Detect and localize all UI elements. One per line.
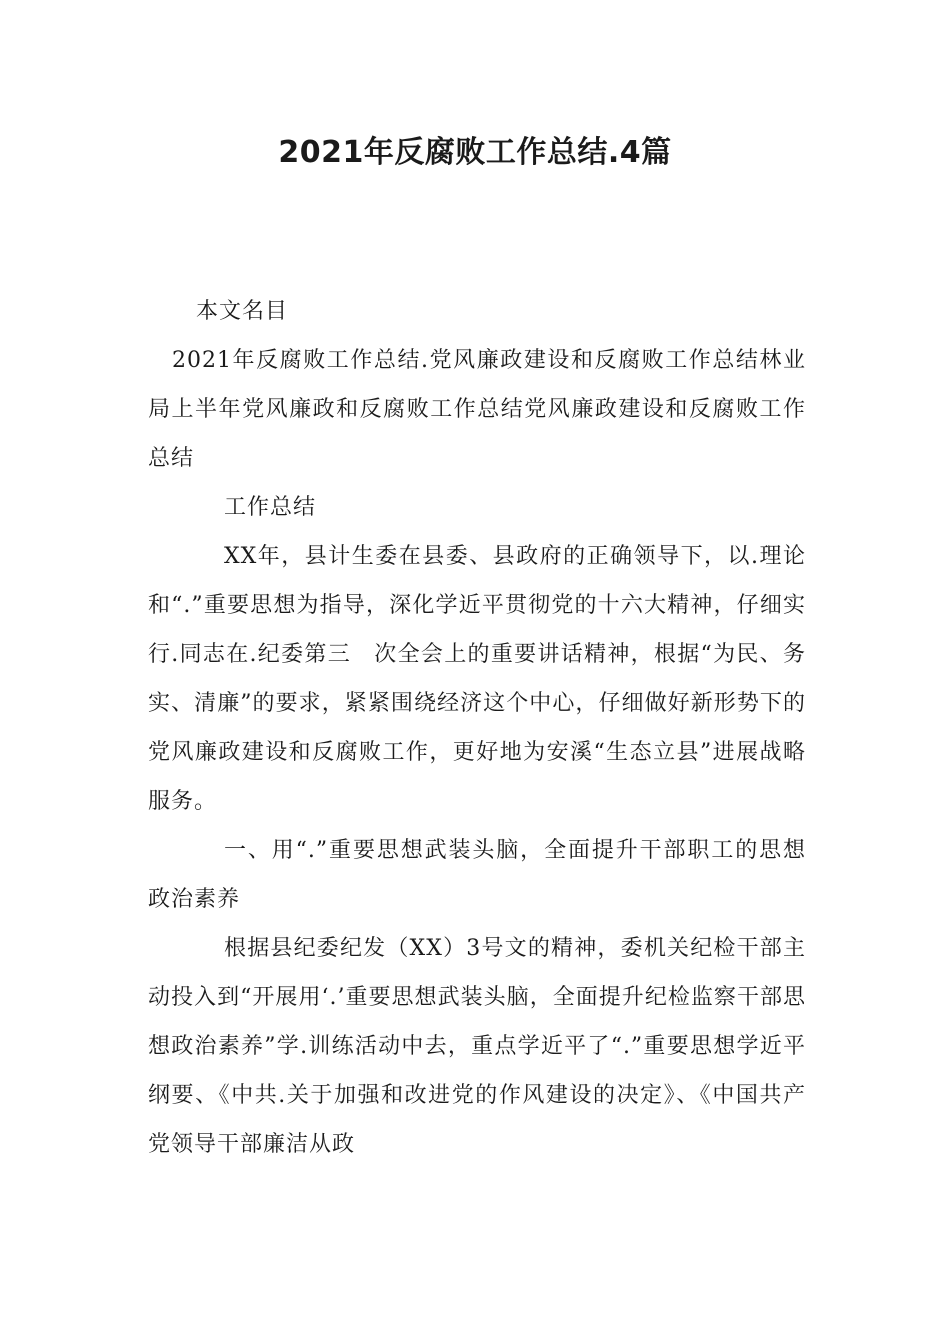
paragraph: XX年，县计生委在县委、县政府的正确领导下，以.理论和“.”重要思想为指导，深化学近平贯彻党的十六大精神，仔细实行.同志在.纪委第三 次全会上的重要讲话精神，根据“为民、务实、清廉”的要求，紧紧围绕经济这个中心，仔细做好新形势下的党风廉政建设和反腐败工作，更好地为安溪“生态立县”进展战略服务。 bbox=[148, 544, 806, 814]
document-body bbox=[148, 287, 806, 1169]
document-title: 2021年反腐败工作总结.4篇 bbox=[278, 135, 672, 170]
section-heading: 工作总结 bbox=[224, 495, 317, 520]
paragraph: 根据县纪委纪发（XX）3号文的精神，委机关纪检干部主动投入到“开展用‘.’重要思想武装头脑，全面提升纪检监察干部思想政治素养”学.训练活动中去，重点学近平了“.”重要思想学近平纲要、《中共.关于加强和改进党的作风建设的决定》、《中国共产党领导干部廉洁从政 bbox=[148, 936, 806, 1157]
paragraph-heading: 一、用“.”重要思想武装头脑，全面提升干部职工的思想政治素养 bbox=[148, 838, 806, 912]
toc-text: 2021年反腐败工作总结.党风廉政建设和反腐败工作总结林业局上半年党风廉政和反腐败工作总结党风廉政建设和反腐败工作总结 bbox=[148, 348, 806, 471]
toc-label: 本文名目 bbox=[196, 299, 289, 324]
